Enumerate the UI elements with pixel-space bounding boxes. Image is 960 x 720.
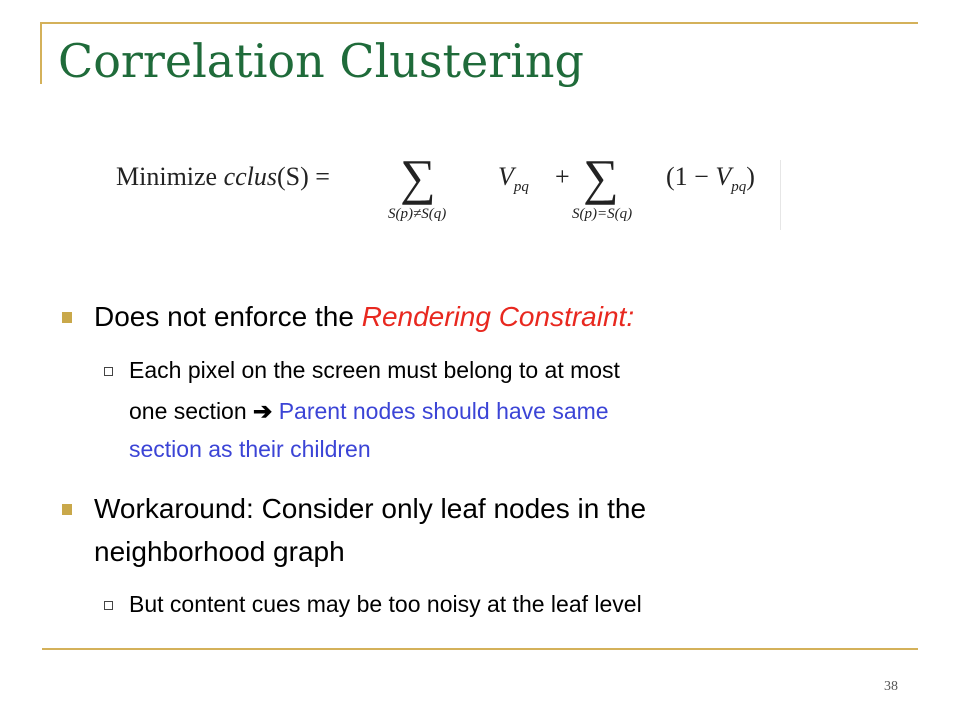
- term-1-sub: pq: [513, 179, 529, 196]
- sum-symbol-2: ∑: [583, 149, 619, 205]
- term-1-v: V: [498, 162, 514, 191]
- sum-symbol-1: ∑: [400, 149, 436, 205]
- bullet-1-sub-line-1: Each pixel on the screen must belong to at most: [129, 357, 620, 383]
- term-2: [666, 162, 755, 196]
- bullet-1-text: Does not enforce the: [94, 301, 362, 332]
- bullet-1: [94, 299, 634, 335]
- term-2-v: V: [715, 162, 732, 191]
- bullet-square-icon: [62, 312, 72, 323]
- bullet-2-sub: But content cues may be too noisy at the leaf level: [129, 591, 642, 617]
- sub-bullet-box-icon: [104, 367, 113, 376]
- formula-cclus: cclus: [223, 162, 278, 191]
- formula: [112, 150, 784, 232]
- bullet-1-sub-line-2: [129, 396, 609, 427]
- left-rule: [40, 22, 42, 84]
- bottom-rule: [42, 648, 918, 650]
- term-1: [498, 162, 529, 196]
- sum-1-subscript: S(p)≠S(q): [388, 206, 447, 222]
- right-arrow-icon: ➔: [253, 398, 273, 424]
- sum-2-subscript: S(p)=S(q): [572, 206, 633, 222]
- bullet-2-line-1: Workaround: Consider only leaf nodes in the: [94, 493, 647, 524]
- bullet-2-line-2: neighborhood graph: [94, 536, 345, 567]
- sub-bullet-box-icon: [104, 601, 113, 610]
- bullet-1-sub-line-3: section as their children: [129, 436, 371, 462]
- formula-objective: [116, 162, 330, 192]
- bullet-1-highlight: Rendering Constraint:: [361, 301, 635, 332]
- formula-minimize: Minimize: [116, 162, 224, 191]
- formula-plus: +: [555, 162, 570, 191]
- term-2-open: (1 −: [666, 162, 716, 191]
- term-2-sub: pq: [731, 179, 747, 196]
- bullet-1-sub-start: one section: [129, 398, 254, 424]
- slide-title: Correlation Clustering: [58, 34, 584, 88]
- term-2-close: ): [746, 162, 755, 191]
- bullet-square-icon: [62, 504, 72, 515]
- formula-args: (S) =: [277, 162, 330, 191]
- page-number: 38: [884, 679, 898, 694]
- formula-edge: [780, 160, 781, 230]
- top-rule: [42, 22, 918, 24]
- bullet-1-sub-blue: Parent nodes should have same: [272, 398, 609, 424]
